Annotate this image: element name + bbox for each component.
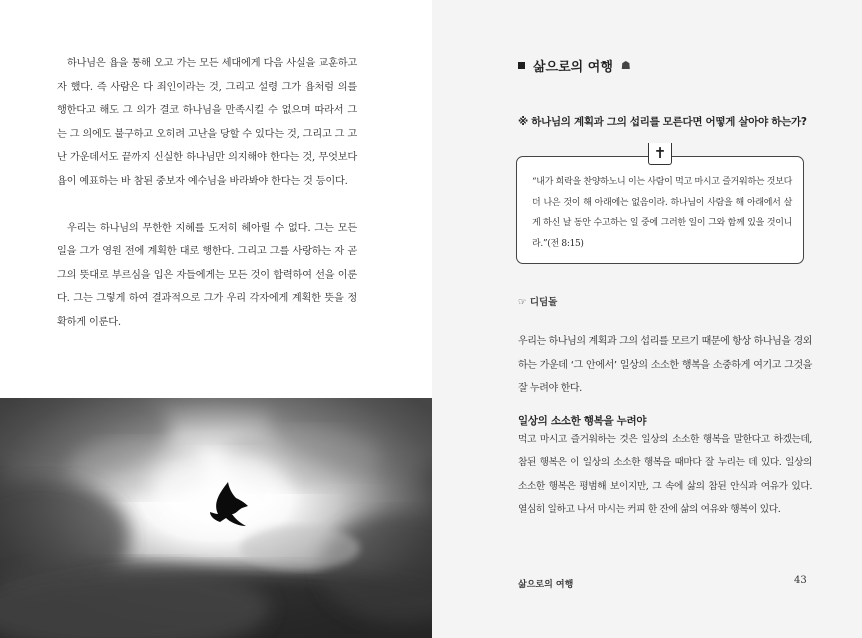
left-paragraph-2: 우리는 하나님의 무한한 지혜를 도저히 헤아릴 수 없다. 그는 모든 일을 그가 영원 전에 계획한 대로 행한다. 그리고 그를 사랑하는 자 곧 그의 뜻대로 부르심을 입은 자들에게는 모든 것이 합력하여 선을 이룬다. 그는 그렇게 하여 결과적으로 그가 우리 각자에게 계획한 뜻을 정확하게 이룬다. [57,222,357,328]
cross-icon: ✝ [648,143,672,165]
body-paragraph-2: 먹고 마시고 즐거워하는 것은 일상의 소소한 행복을 말한다고 하겠는데, 참된 행복은 이 일상의 소소한 행복을 때마다 잘 누리는 데 있다. 일상의 소소한 행복은 평범해 보이지만, 그 속에 삶의 참된 안식과 여유가 있다. 열심히 일하고 나서 마시는 커피 한 잔에 삶의 여유와 행복이 있다. [518,434,812,516]
square-bullet-icon [518,62,525,69]
page-number: 43 [794,575,807,586]
section-title-text: 삶으로의 여행 [533,60,613,75]
verse-text: “내가 희락을 찬양하노니 이는 사람이 먹고 마시고 즐거워하는 것보다 더 나은 것이 해 아래에는 없음이라. 하나님이 사람을 해 아래에서 살게 하신 날 동안 수고하는 일 중에 그러한 일이 그와 함께 있을 것이니라.”(전 8:15) [532,177,792,249]
left-body-text [57,52,357,335]
sky-photo [0,398,432,638]
left-paragraph-1: 하나님은 욥을 통해 오고 가는 모든 세대에게 다음 사실을 교훈하고자 했다. 즉 사람은 다 죄인이라는 것, 그리고 설령 그가 욥처럼 의를 행한다고 해도 그 의가 결코 하나님을 만족시킬 수 없으며 따라서 그는 그 의에도 불구하고 오히려 고난을 당할 수 있다는 것, 그리고 그 고난 가운데서도 끝까지 신실한 하나님만 의지해야 한다는 것, 무엇보다 욥이 예표하는 바 참된 중보자 예수님을 바라봐야 한다는 것 등이다. [57,58,357,187]
running-footer-title: 삶으로의 여행 [518,580,574,590]
stepping-stone-label: ☞ 디딤돌 [518,297,558,308]
subheading: 일상의 소소한 행복을 누려야 [518,415,647,427]
right-page [432,0,862,638]
body-paragraph: 우리는 하나님의 계획과 그의 섭리를 모르기 때문에 항상 하나님을 경외하는 가운데 ‘그 안에서’ 일상의 소소한 행복을 소중하게 여기고 그것을 잘 누려야 한다. [518,336,812,395]
question-heading: ※ 하나님의 계획과 그의 섭리를 모른다면 어떻게 살아야 하는가? [518,116,807,128]
section-title [518,56,631,75]
house-icon: ☗ [620,59,631,72]
